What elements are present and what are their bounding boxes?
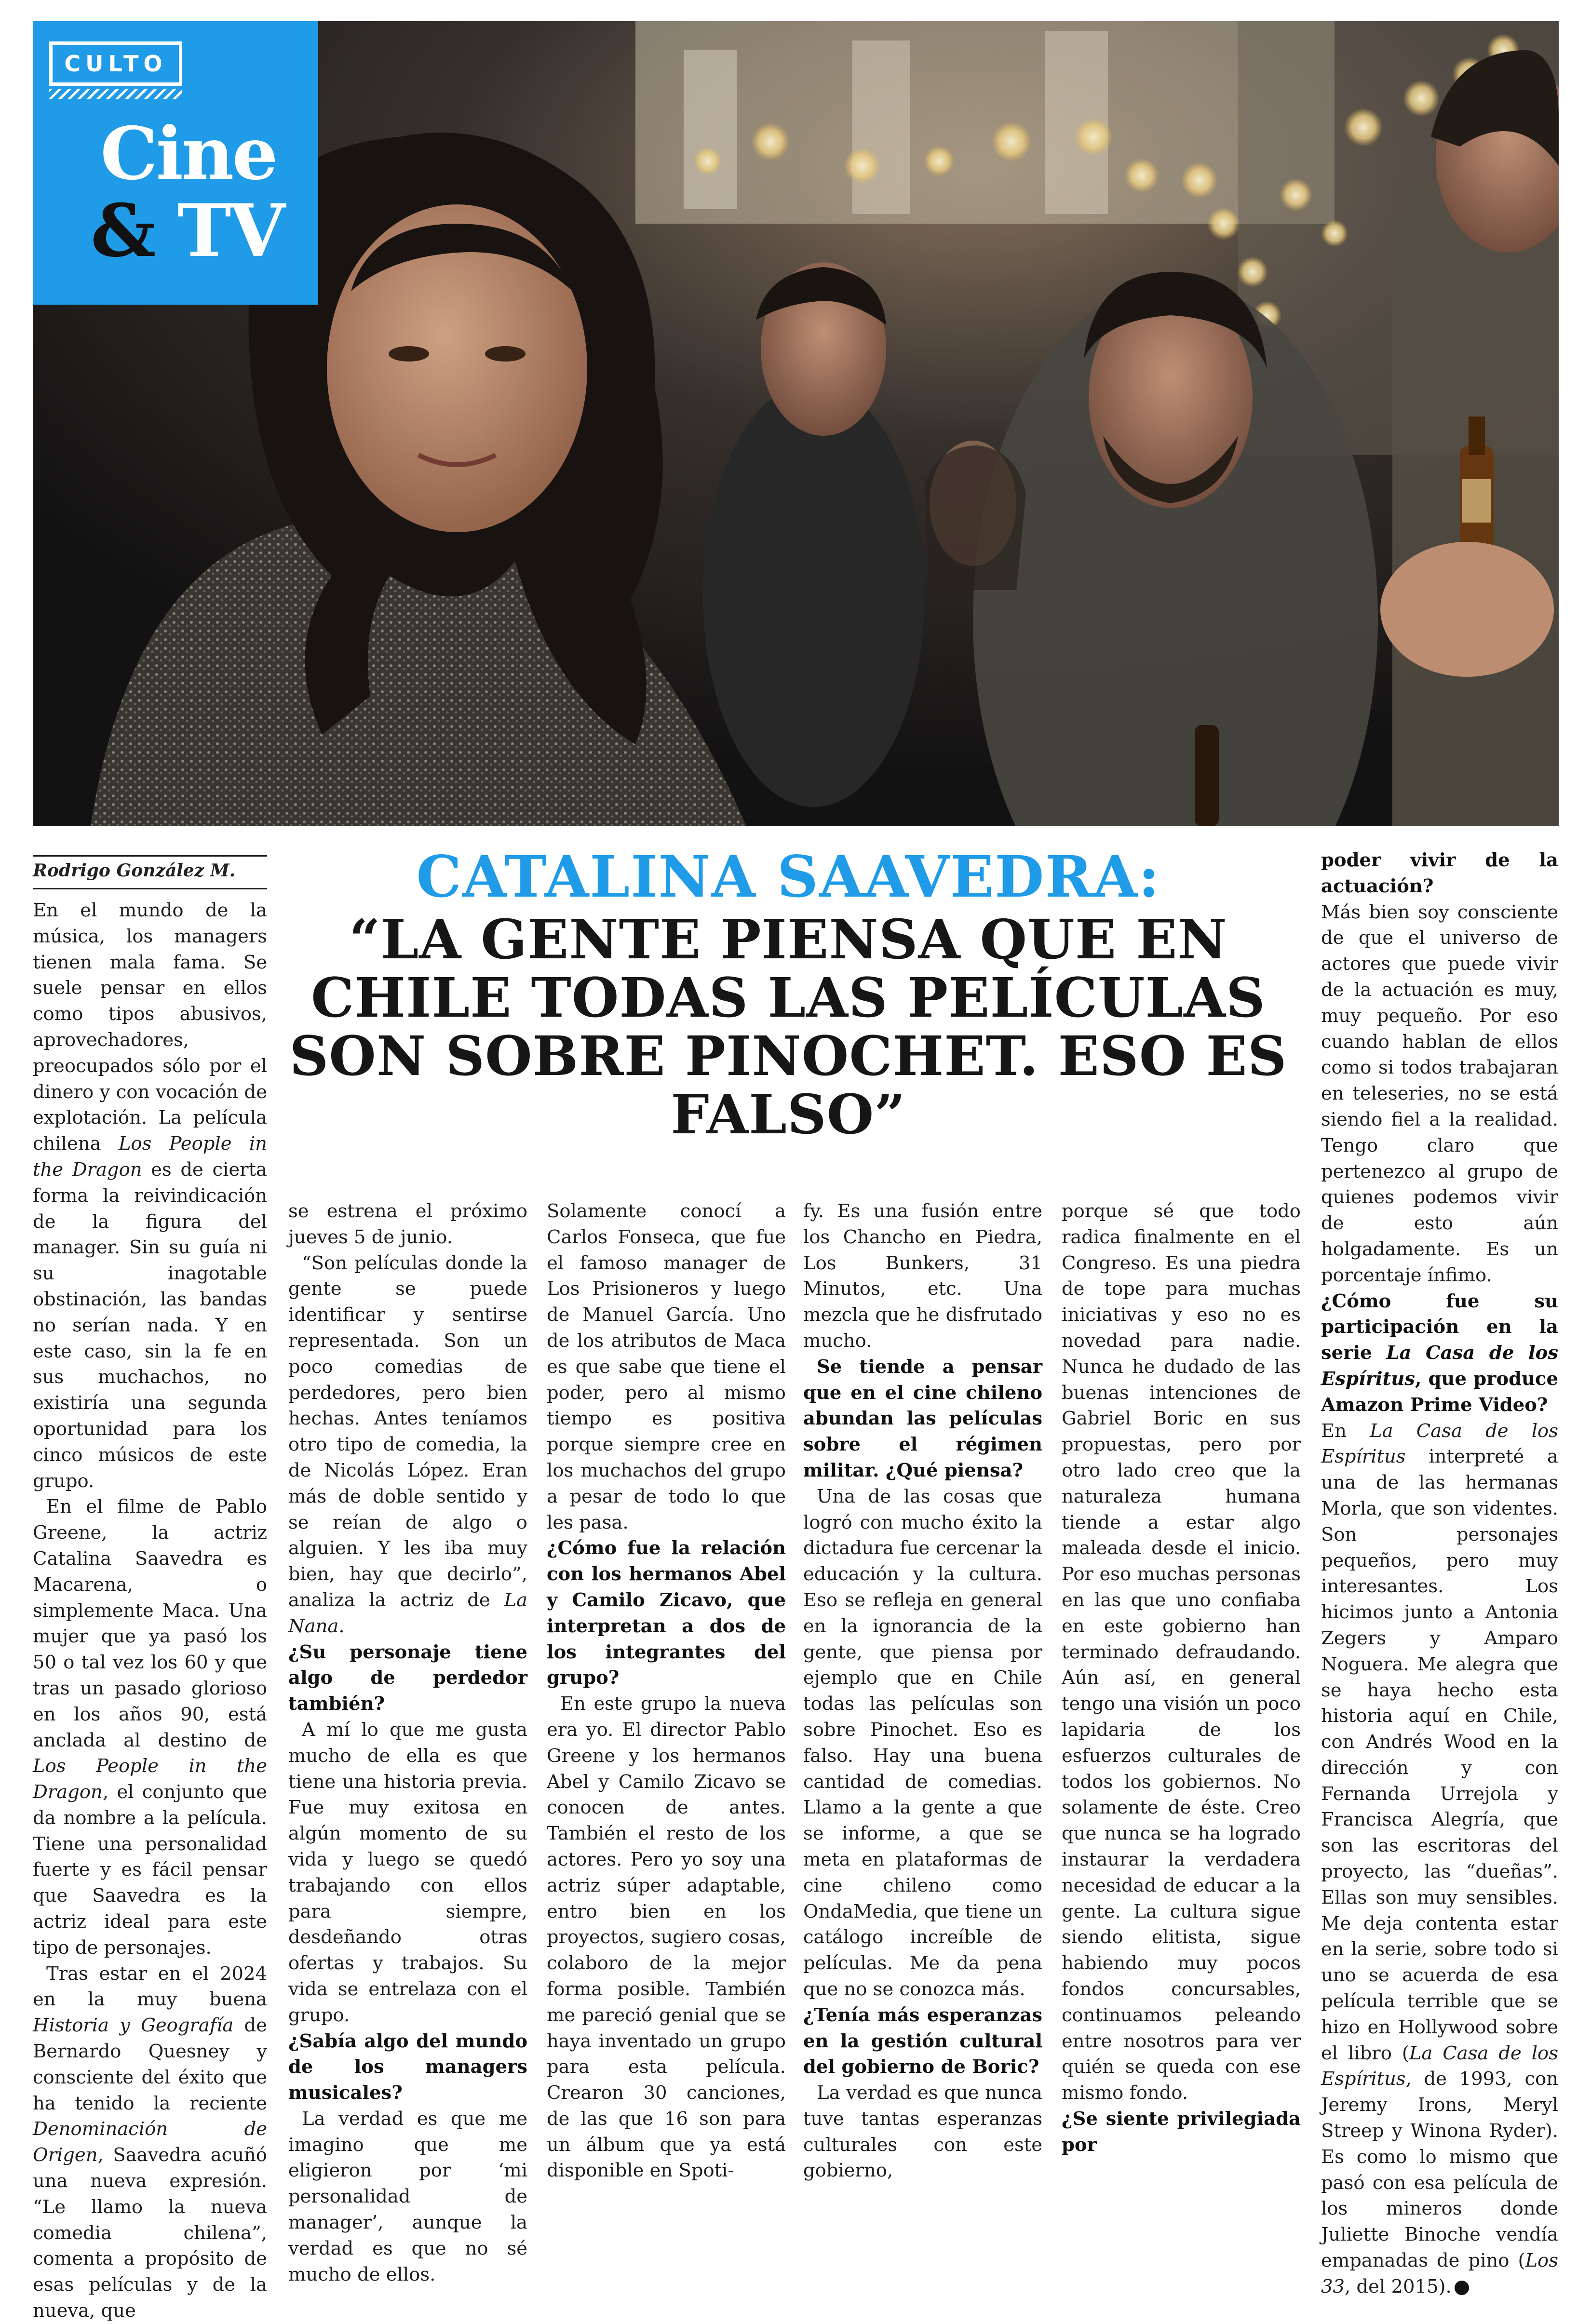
interview-question: ¿Cómo fue la relación con los hermanos Abel y Camilo Zicavo, que interpretan a dos de los integrantes del grupo?: [547, 1537, 786, 1689]
article-column-2: [288, 1198, 527, 2287]
text-run: Tras estar en el 2024 en la muy buena: [33, 1962, 267, 2011]
text-run: , del 2015).: [1345, 2275, 1452, 2297]
article-column-5: [1062, 1198, 1301, 2158]
paragraph: [1321, 1418, 1558, 2300]
article-column-4: [803, 1198, 1042, 2184]
interview-question: [1321, 1289, 1558, 1418]
interview-question: poder vivir de la actuación?: [1321, 849, 1558, 897]
culto-label: CULTO: [64, 51, 167, 77]
text-run: , el conjunto que da nombre a la película. Tiene una personalidad fuerte y es fácil pensar que Saavedra es la actriz ideal para este tipo de personajes.: [33, 1781, 267, 1959]
text-run: , que produce Amazon Prime Video?: [1321, 1368, 1558, 1416]
section-badge: [33, 21, 318, 305]
text-run: “Son películas donde la gente se puede identificar y sentirse representada. Son un poco comedias de perdedores, pero bien hechas. Antes teníamos otro tipo de comedia, la de Nicolás López. Eran más de doble sentido y se reían de algo o alguien. Y les iba muy bien, hay que decirlo”, analiza la actriz de: [288, 1252, 527, 1611]
film-title: Los 33: [1321, 2250, 1558, 2297]
paragraph: En este grupo la nueva era yo. El director Pablo Greene y los hermanos Abel y Camilo Zicavo se conocen de antes. También el resto de los actores. Pero yo soy una actriz súper adaptable, entro bien en los proyectos, sugiero cosas, colaboro de la mejor forma posible. También me pareció genial que se haya inventado un grupo para esta película. Crearon 30 canciones, de las que 16 son para un álbum que ya está disponible en Spoti-: [547, 1693, 786, 2182]
text-run: En el filme de Pablo Greene, la actriz Catalina Saavedra es Macarena, o simplemente Maca. Una mujer que ya pasó los 50 o tal vez los 60 y que tras un pasado glorioso en los años 90, está anclada al destino de: [33, 1496, 267, 1751]
paragraph: Una de las cosas que logró con mucho éxito la dictadura fue cercenar la educación y la cultura. Eso se refleja en general en la ignorancia de la gente, que piensa por ejemplo que en Chile todas las películas son sobre Pinochet. Eso es falso. Hay una buena cantidad de comedias. Llamo a la gente a que se informe, a que se meta en plataformas de cine chileno como OndaMedia, que tiene un catálogo increíble de películas. Me da pena que no se conozca más.: [803, 1485, 1042, 2000]
film-title: La Nana: [288, 1589, 527, 1637]
section-title-line1: Cine: [100, 111, 276, 196]
interview-question: ¿Tenía más esperanzas en la gestión cultural del gobierno de Boric?: [803, 2004, 1042, 2078]
text-run: ¿Cómo fue su participación en la serie: [1321, 1290, 1558, 1364]
paragraph: se estrena el próximo jueves 5 de junio.: [288, 1200, 527, 1248]
end-of-article-icon: [1455, 2281, 1469, 2295]
text-run: , Saavedra acuñó una nueva expresión. “Le llamo la nueva comedia chilena”, comenta a propósito de esas películas y de la nueva, que: [33, 2144, 267, 2322]
paragraph: Solamente conocí a Carlos Fonseca, que fue el famoso manager de Los Prisioneros y luego de Manuel García. Uno de los atributos de Maca es que sabe que tiene el poder, pero al mismo tiempo es positiva porque siempre cree en los muchachos del grupo a pesar de todo lo que les pasa.: [547, 1200, 786, 1533]
film-title: La Casa de los Espíritus: [1321, 2042, 1558, 2090]
section-title-line2: [91, 188, 283, 273]
text-run: .: [338, 1615, 345, 1637]
film-title: Historia y Geografía: [33, 2015, 234, 2037]
interview-question: ¿Su personaje tiene algo de perdedor también?: [288, 1641, 527, 1715]
hatch-decoration: [49, 89, 182, 99]
paragraph: [33, 898, 267, 1494]
paragraph: [288, 1250, 527, 1639]
text-run: es de cierta forma la reivindicación de la figura del manager. Sin su guía ni su inagotable obstinación, las bandas no serían nada. Y en este caso, sin la fe en sus muchachos, no existiría una segunda oportunidad para los cinco músicos de este grupo.: [33, 1158, 267, 1492]
article-column-3: [547, 1198, 786, 2184]
text-run: , de 1993, con Jeremy Irons, Meryl Streep y Winona Ryder). Es como lo mismo que pasó con esa película de los mineros donde Juliette Binoche vendía empanadas de pino (: [1321, 2068, 1558, 2272]
section-title-ampersand: &: [91, 188, 154, 273]
paragraph: La verdad es que me imagino que me eligieron por ‘mi personalidad de manager’, aunque la verdad es que no sé mucho de ellos.: [288, 2108, 527, 2285]
paragraph: Más bien soy consciente de que el universo de actores que puede vivir de la actuación es muy, muy pequeño. Por eso cuando hablan de ellos como si todos trabajaran en teleseries, no se está siendo fiel a la realidad. Tengo claro que pertenezco al grupo de quienes podemos vivir de esto aún holgadamente. Es un porcentaje ínfimo.: [1321, 901, 1558, 1286]
text-run: En: [1321, 1420, 1370, 1442]
series-title: La Casa de los Espíritus: [1321, 1342, 1558, 1390]
film-title: Denominación de Origen: [33, 2118, 267, 2166]
film-title: Los People in the Dragon: [33, 1755, 267, 1803]
paragraph: A mí lo que me gusta mucho de ella es que tiene una historia previa. Fue muy exitosa en algún momento de su vida y luego se quedó trabajando con ellos para siempre, desdeñando otras ofertas y trabajos. Su vida se entrelaza con el grupo.: [288, 1719, 527, 2026]
paragraph: fy. Es una fusión entre los Chancho en Piedra, Los Bunkers, 31 Minutos, etc. Una mezcla que he disfrutado mucho.: [803, 1200, 1042, 1352]
interview-question: ¿Sabía algo del mundo de los managers musicales?: [288, 2030, 527, 2104]
text-run: interpreté a una de las hermanas Morla, que son videntes. Son personajes pequeños, pero muy interesantes. Los hicimos junto a Antonia Zegers y Amparo Noguera. Me alegra que se haya hecho esta historia aquí en Chile, con Andrés Wood en la dirección y con Fernanda Urrejola y Francisca Alegría, que son las escritoras del proyecto, las “dueñas”. Ellas son muy sensibles. Me deja contenta estar en la serie, sobre todo si uno se acuerda de esa película terrible que se hizo en Hollywood sobre el libro (: [1321, 1446, 1558, 2064]
text-run: En el mundo de la música, los managers tienen mala fama. Se suele pensar en ellos como tipos abusivos, aprovechadores, preocupados sólo por el dinero y con vocación de explotación. La película chilena: [33, 900, 267, 1155]
section-title-tv: TV: [177, 188, 283, 273]
article-column-1: [33, 898, 267, 2324]
interview-question: ¿Se siente privilegiada por: [1062, 2108, 1301, 2156]
article-column-6: [1321, 847, 1558, 2300]
text-run: de Bernardo Quesney y consciente del éxito que ha tenido la reciente: [33, 2015, 267, 2114]
paragraph: [33, 1961, 267, 2324]
film-title: Los People in the Dragon: [33, 1133, 267, 1181]
culto-logo: [49, 41, 182, 86]
headline-name: CATALINA SAAVEDRA:: [416, 843, 1160, 910]
headline-quote: “LA GENTE PIENSA QUE EN CHILE TODAS LAS PELÍCULAS SON SOBRE PINOCHET. ESO ES FALSO”: [289, 908, 1287, 1146]
interview-question: Se tiende a pensar que en el cine chileno abundan las películas sobre el régimen militar. ¿Qué piensa?: [803, 1356, 1042, 1481]
byline: Rodrigo González M.: [33, 855, 267, 881]
paragraph: [33, 1494, 267, 1961]
series-title: La Casa de los Espíritus: [1321, 1420, 1558, 1468]
byline-rule: [33, 888, 267, 889]
paragraph: porque sé que todo radica finalmente en el Congreso. Es una piedra de tope para muchas iniciativas y eso no es novedad para nadie. Nunca he dudado de las buenas intenciones de Gabriel Boric en sus propuestas, pero por otro lado creo que la naturaleza humana tiende a estar algo maleada desde el inicio. Por eso muchas personas en las que uno confiaba en este gobierno han terminado defraudando. Aún así, en general tengo una visión un poco lapidaria de los esfuerzos culturales de todos los gobiernos. No solamente de éste. Creo que nunca se ha logrado instaurar la verdadera necesidad de educar a la gente. La cultura sigue siendo elitista, sigue habiendo muy pocos fondos concursables, continuamos peleando entre nosotros para ver quién se queda con ese mismo fondo.: [1062, 1200, 1301, 2104]
paragraph: La verdad es que nunca tuve tantas esperanzas culturales con este gobierno,: [803, 2082, 1042, 2182]
